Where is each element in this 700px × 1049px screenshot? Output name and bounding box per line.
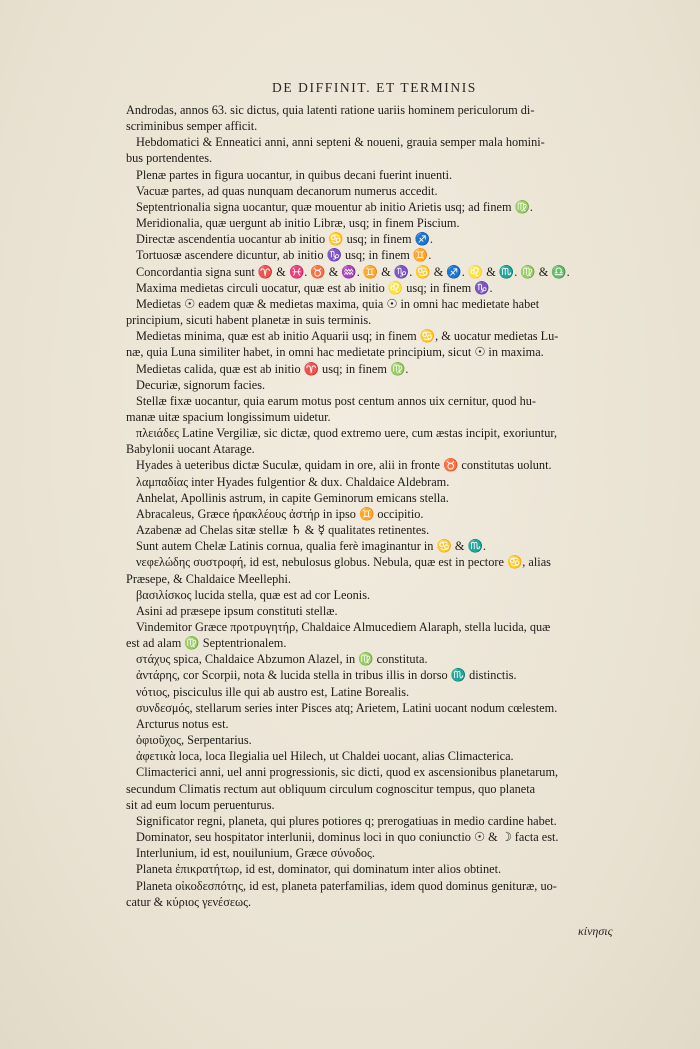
text-line: Planeta οἰκοδεσπότης, id est, planeta paterfamilias, idem quod dominus genituræ, uo- (136, 878, 557, 893)
text-line: Androdas, annos 63. sic dictus, quia latenti ratione uariis hominem periculorum di- (126, 103, 535, 117)
text-line: Azabenæ ad Chelas sitæ stellæ ♄ & ☿ qualitates retinentes. (136, 523, 430, 538)
text-line: Anhelat, Apollinis astrum, in capite Geminorum emicans stella. (136, 490, 449, 505)
running-head: DE DIFFINIT. ET TERMINIS (272, 80, 477, 95)
text-line: Septentrionalia signa uocantur, quæ mouentur ab initio Arietis usq; ad finem ♍. (136, 199, 533, 214)
text-line: est ad alam ♍ Septentrionalem. (126, 636, 287, 651)
text-line: στάχυς spica, Chaldaice Abzumon Alazel, in ♍ constituta. (136, 652, 428, 667)
text-line: Stellæ fixæ uocantur, quia earum motus post centum annos uix cernitur, quod hu- (136, 393, 536, 408)
text-line: Vacuæ partes, ad quas nunquam decanorum numerus accedit. (136, 183, 438, 198)
text-line: νότιος, pisciculus ille qui ab austro est, Latine Borealis. (136, 684, 410, 699)
text-line: Abracaleus, Græce ἡρακλέους ἀστήρ in ipso ♊ occipitio. (136, 506, 424, 521)
text-line: ἀφετικὰ loca, loca Ilegialia uel Hilech, ut Chaldei uocant, alias Climacterica. (136, 749, 514, 764)
text-line: Hyades à ueteribus dictæ Suculæ, quidam in ore, alii in fronte ♉ constitutas uolunt. (136, 458, 552, 473)
text-line: Climacterici anni, uel anni progressionis, sic dicti, quod ex ascensionibus planetarum, (136, 765, 559, 780)
text-line: principium, sicuti habent planetæ in suis terminis. (126, 313, 372, 328)
text-line: manæ uitæ spacium longissimum uidetur. (126, 409, 331, 424)
text-line: λαμπαδίας inter Hyades fulgentior & dux. Chaldaice Aldebram. (136, 474, 450, 489)
text-line: Maxima medietas circuli uocatur, quæ est ab initio ♌ usq; in finem ♑. (136, 280, 493, 295)
text-line: Arcturus notus est. (136, 716, 229, 731)
text-line: Dominator, seu hospitator interlunii, dominus loci in quo coniunctio ☉ & ☽ facta est. (136, 830, 559, 845)
text-line: νεφελώδης συστροφή, id est, nebulosus globus. Nebula, quæ est in pectore ♋, alias (136, 555, 551, 570)
text-line: Medietas minima, quæ est ab initio Aquarii usq; in finem ♋, & uocatur medietas Lu- (136, 329, 559, 344)
text-line: catur & κύριος γενέσεως. (126, 894, 252, 909)
text-line: Interlunium, id est, nouilunium, Græce σύνοδος. (136, 846, 375, 861)
text-line: sit ad eum locum peruenturus. (126, 797, 275, 812)
body-text (126, 102, 631, 910)
catchword: κίνησις (578, 924, 613, 938)
text-line: συνδεσμός, stellarum series inter Pisces atq; Arietem, Latini uocant nodum cœlestem. (136, 700, 558, 715)
text-line: Significator regni, planeta, qui plures potiores q; prerogatiuas in medio cardine habet. (136, 813, 557, 828)
text-line: Sunt autem Chelæ Latinis cornua, qualia ferè imaginantur in ♋ & ♏. (136, 539, 486, 554)
text-line: Decuriæ, signorum facies. (136, 377, 266, 392)
text-line: Præsepe, & Chaldaice Meellephi. (126, 571, 291, 586)
text-line: Tortuosæ ascendere dicuntur, ab initio ♑ usq; in finem ♊. (136, 248, 432, 263)
text-line: secundum Climatis rectum aut obliquum circulum cognoscitur tempus, quo planeta (126, 781, 536, 796)
text-line: ἀντάρης, cor Scorpii, nota & lucida stella in tribus illis in dorso ♏ distinctis. (136, 668, 517, 683)
text-line: Directæ ascendentia uocantur ab initio ♋ usq; in finem ♐. (136, 232, 433, 247)
text-line: scriminibus semper afficit. (126, 119, 258, 134)
text-line: Babylonii uocant Atarage. (126, 442, 255, 457)
text-line: Medietas calida, quæ est ab initio ♈ usq; in finem ♍. (136, 361, 409, 376)
text-line: Hebdomatici & Enneatici anni, anni septeni & noueni, grauia semper mala homini- (136, 135, 545, 150)
text-line: βασιλίσκος lucida stella, quæ est ad cor Leonis. (136, 587, 371, 602)
text-line: Vindemitor Græce προτρυγητήρ, Chaldaice Almucediem Alaraph, stella lucida, quæ (136, 620, 551, 634)
text-line: πλειάδες Latine Vergiliæ, sic dictæ, quod extremo uere, cum æstas incipit, exoriuntur, (136, 426, 558, 441)
text-line: ὀφιοῦχος, Serpentarius. (136, 733, 252, 748)
text-line: bus portendentes. (126, 151, 213, 166)
text-line: Concordantia signa sunt ♈ & ♓. ♉ & ♒. ♊ & ♑. ♋ & ♐. ♌ & ♏. ♍ & ♎. (136, 264, 570, 279)
text-line: Meridionalia, quæ uergunt ab initio Libræ, usq; in finem Piscium. (136, 216, 460, 231)
text-line: næ, quia Luna similiter habet, in omni hac medietate principium, sicut ☉ in maxima. (126, 345, 544, 360)
text-line: Plenæ partes in figura uocantur, in quibus decani fuerint inuenti. (136, 167, 453, 182)
text-line: Asini ad præsepe ipsum constituti stellæ. (136, 603, 338, 618)
text-line: Planeta ἐπικρατήτωρ, id est, dominator, qui dominatum inter alios obtinet. (136, 862, 502, 877)
text-line: Medietas ☉ eadem quæ & medietas maxima, quia ☉ in omni hac medietate habet (136, 296, 540, 311)
